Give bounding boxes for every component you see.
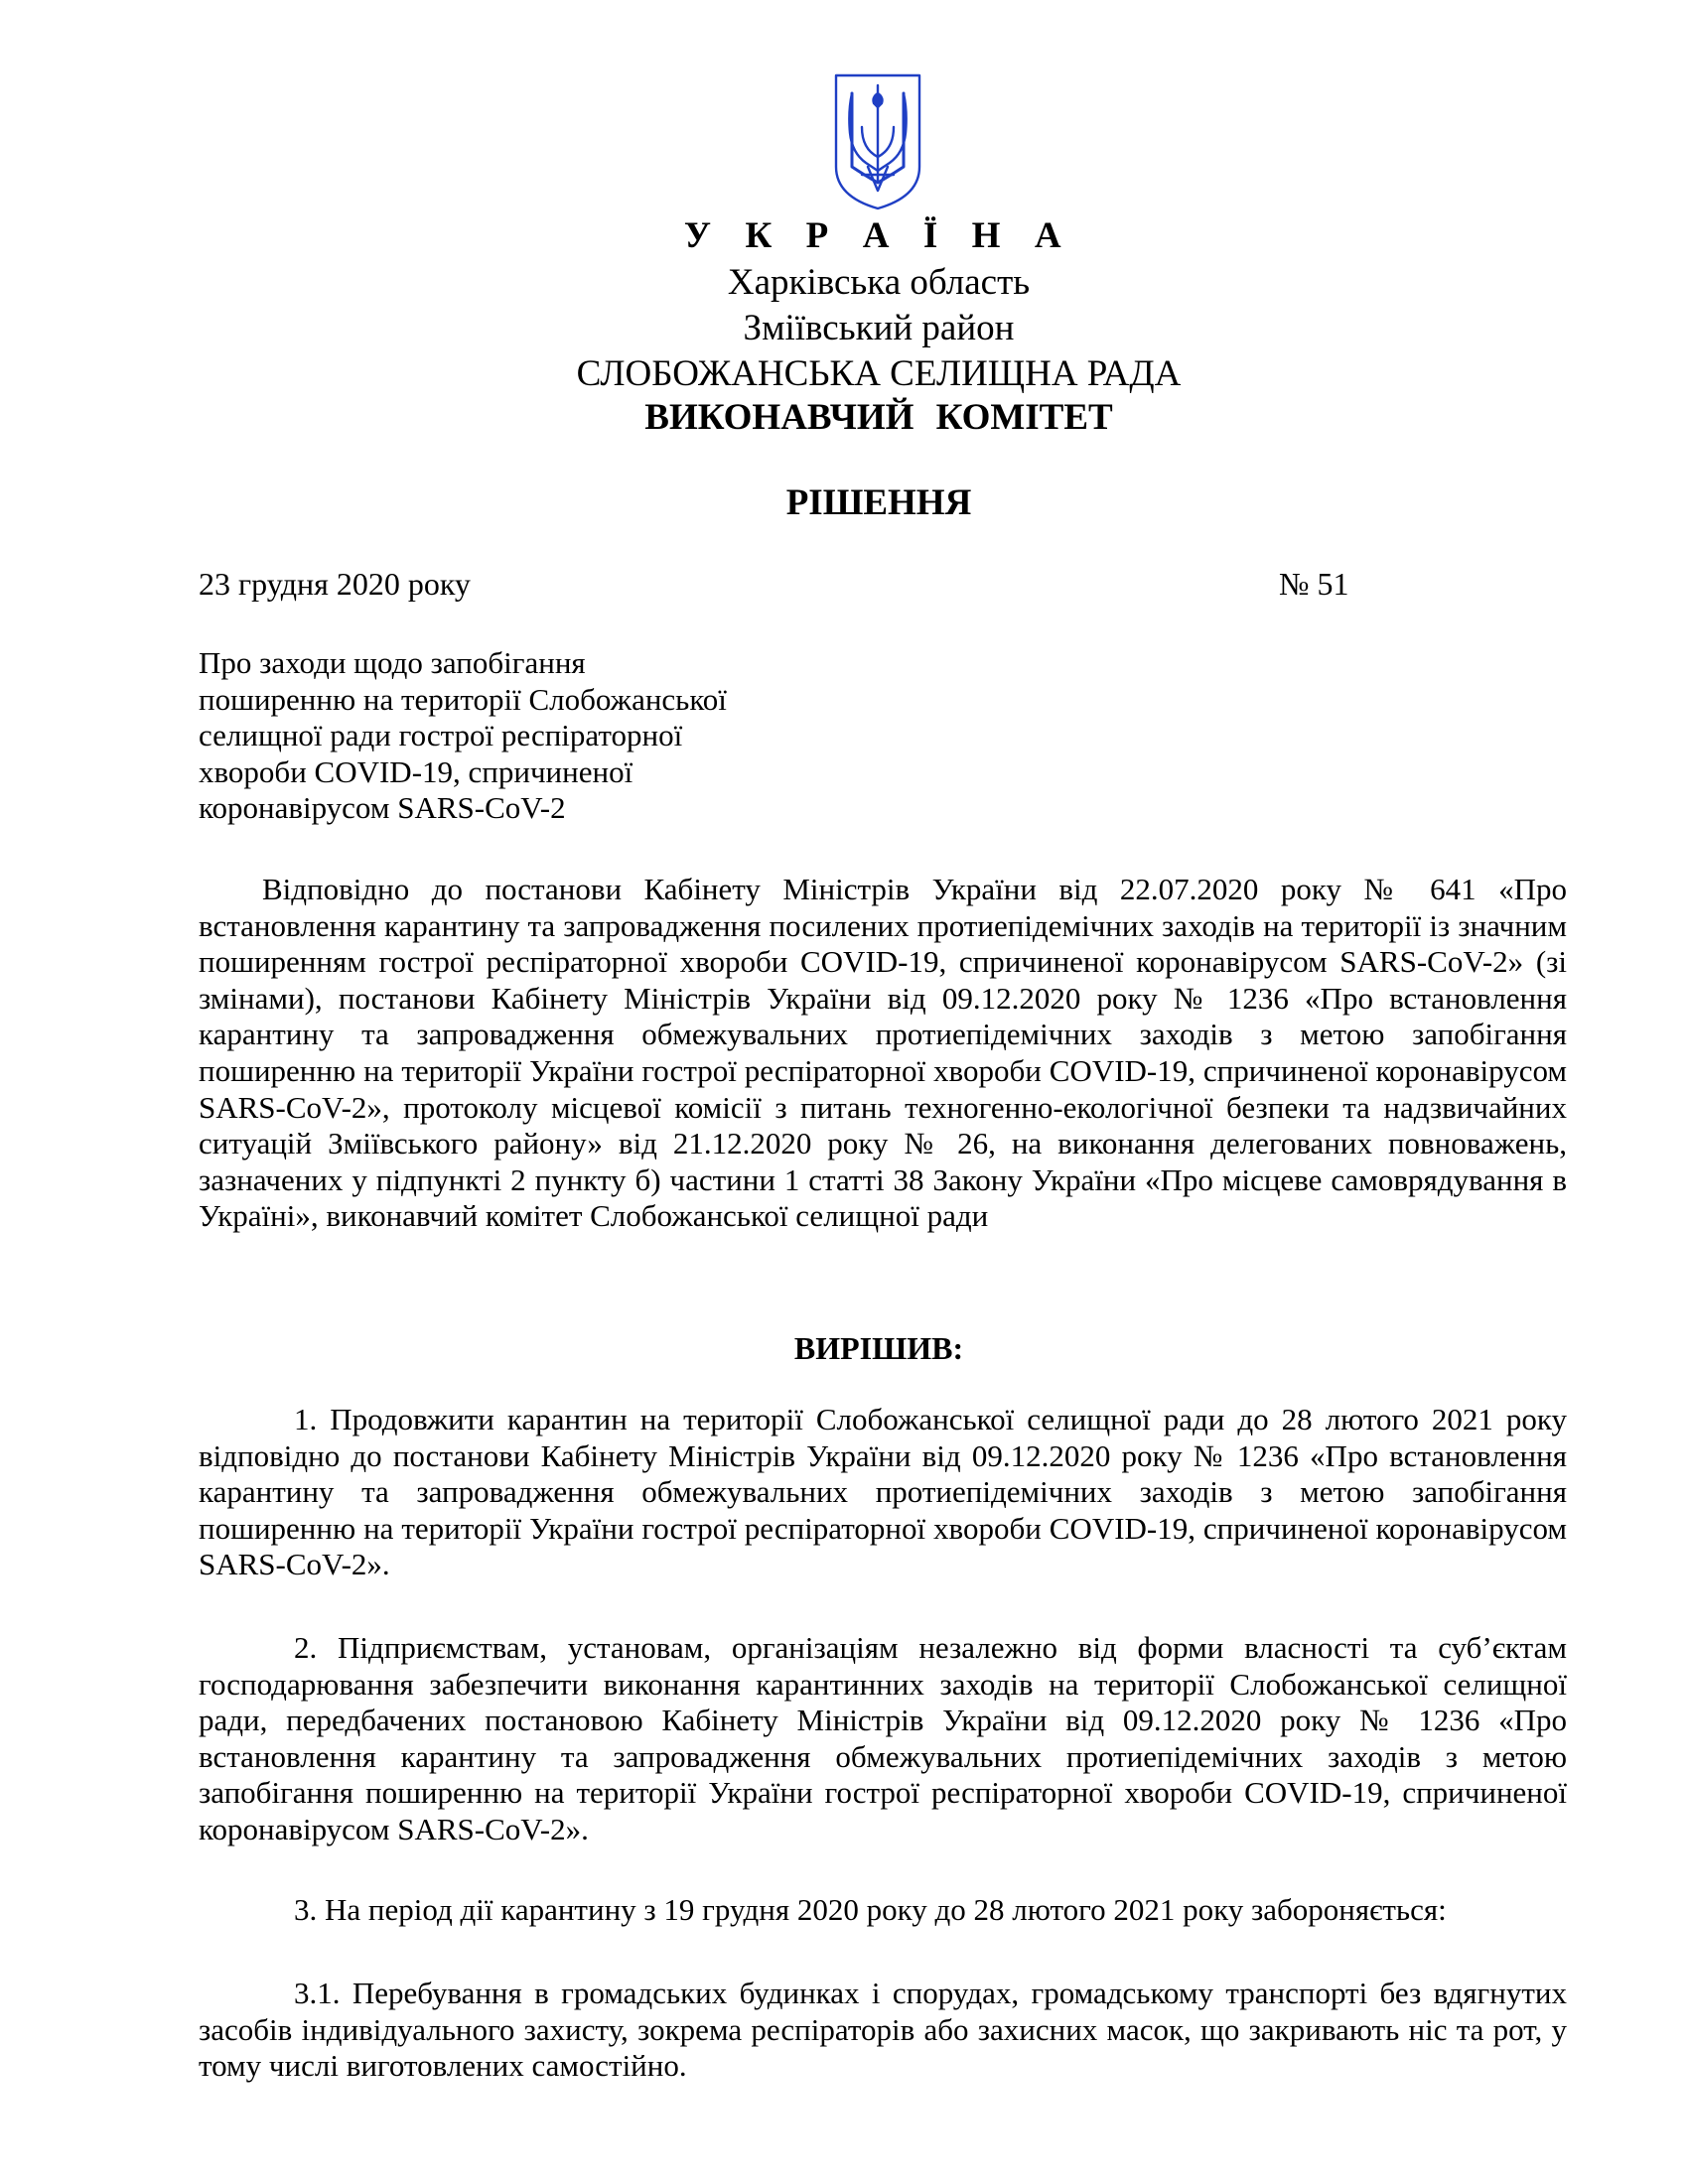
subject-line: Про заходи щодо запобігання [199,645,586,680]
decision-paragraph-3-1: 3.1. Перебування в громадських будинках і спорудах, громадському транспорті без вдягнутих засобів індивідуального захисту, зокрема респіраторів або захисних масок, що закривають ніс та рот, у тому числі виготовлених самостійно. [199,1976,1567,2084]
document-date: 23 грудня 2020 року [199,566,471,602]
committee-name: ВИКОНАВЧИЙ КОМІТЕТ [644,397,1113,438]
oblast-name: Харківська область [727,262,1031,303]
decision-paragraph-3: 3. На період дії карантину з 19 грудня 2020 року до 28 лютого 2021 року забороняється: [294,1892,1447,1927]
subject-line: поширенню на території Слобожанської [199,681,727,717]
document-subject [199,645,814,827]
council-name: СЛОБОЖАНСЬКА СЕЛИЩНА РАДА [576,353,1182,394]
subject-line: хвороби COVID-19, спричиненої [199,753,633,789]
subject-line: коронавірусом SARS-CoV-2 [199,790,566,826]
decided-heading: ВИРІШИВ: [793,1330,964,1366]
document-type-heading: РІШЕННЯ [785,482,972,523]
decision-paragraph-1: 1. Продовжити карантин на території Слобожанської селищної ради до 28 лютого 2021 року відповідно до постанови Кабінету Міністрів України від 09.12.2020 року № 1236 «Про встановлення карантину та запровадження обмежувальних протиепідемічних заходів з метою запобігання поширенню на території України гострої респіраторної хвороби COVID-19, спричиненої коронавірусом SARS-CoV-2». [199,1402,1567,1582]
raion-name: Зміївський район [743,308,1015,348]
decision-paragraph-2: 2. Підприємствам, установам, організаціям незалежно від форми власності та суб’єктам господарювання забезпечити виконання карантинних заходів на території Слобожанської селищної ради, передбачених постановою Кабінету Міністрів України від 09.12.2020 року № 1236 «Про встановлення карантину та запровадження обмежувальних протиепідемічних заходів з метою запобігання поширенню на території України гострої респіраторної хвороби COVID-19, спричиненої коронавірусом SARS-CoV-2». [199,1630,1567,1846]
country-title: У К Р А Ї Н А [683,215,1074,256]
subject-line: селищної ради гострої респіраторної [199,718,683,753]
tryzub-coat-of-arms-icon [832,71,923,210]
preamble-paragraph: Відповідно до постанови Кабінету Міністрів України від 22.07.2020 року № 641 «Про встановлення карантину та запровадження посилених протиепідемічних заходів на території із значним поширенням гострої респіраторної хвороби COVID-19, спричиненої коронавірусом SARS-CoV-2» (зі змінами), постанови Кабінету Міністрів України від 09.12.2020 року № 1236 «Про встановлення карантину та запровадження обмежувальних протиепідемічних заходів з метою запобігання поширенню на території України гострої респіраторної хвороби COVID-19, спричиненої коронавірусом SARS-CoV-2», протоколу місцевої комісії з питань техногенно-екологічної безпеки та надзвичайних ситуацій Зміївського району» від 21.12.2020 року № 26, на виконання делегованих повноважень, зазначених у підпункті 2 пункту б) частини 1 статті 38 Закону України «Про місцеве самоврядування в Україні», виконавчий комітет Слобожанської селищної ради [199,872,1567,1234]
document-number: № 51 [1279,566,1349,602]
